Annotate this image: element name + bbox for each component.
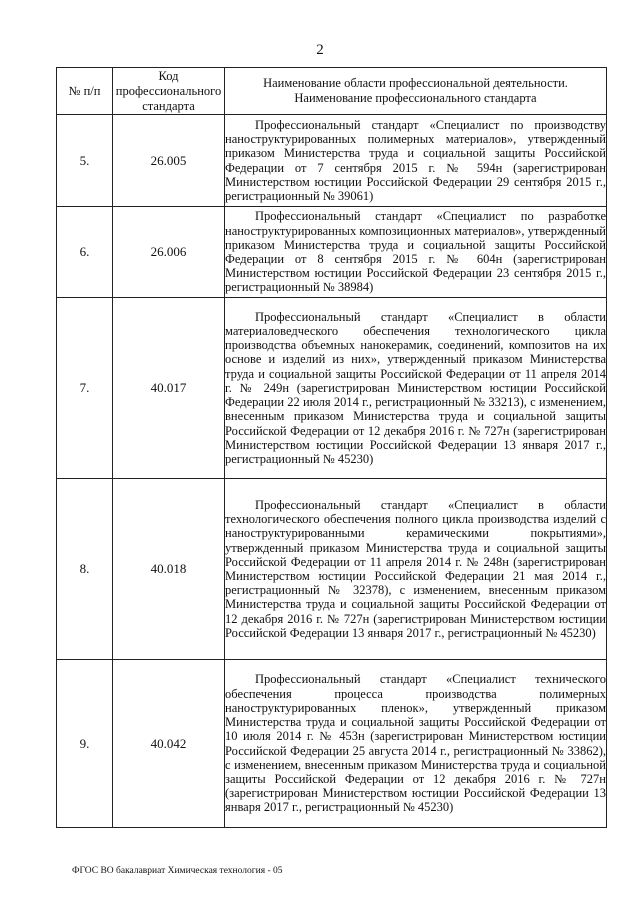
- standard-description: Профессиональный стандарт «Специалист технического обеспечения процесса производства полимерных наноструктурированных пленок», утвержденный приказом Министерства труда и социальной защиты Российской Федерации от 10 июля 2014 г. № 453н (зарегистрирован Министерством юстиции Российской Федерации 25 августа 2014 г., регистрационный № 33862), с изменением, внесенным приказом Министерства труда и социальной защиты Российской Федерации от 12 декабря 2016 г. № 727н (зарегистрирован Министерством юстиции Российской Федерации 13 января 2017 г., регистрационный № 45230): [225, 660, 607, 828]
- table-row: [57, 298, 607, 479]
- standard-code: 26.005: [113, 115, 225, 207]
- row-number: 7.: [57, 298, 113, 479]
- standard-description: Профессиональный стандарт «Специалист по разработке наноструктурированных композиционных материалов», утвержденный приказом Министерства труда и социальной защиты Российской Федерации от 8 сентября 2015 г. № 604н (зарегистрирован Министерством юстиции Российской Федерации 23 сентября 2015 г., регистрационный № 38984): [225, 207, 607, 298]
- header-name: Наименование области профессиональной деятельности. Наименование профессионального стандарта: [225, 68, 607, 115]
- page-footer: ФГОС ВО бакалавриат Химическая технология - 05: [72, 866, 283, 876]
- professional-standards-table: [56, 67, 607, 828]
- table-row: [57, 479, 607, 660]
- standard-code: 40.042: [113, 660, 225, 828]
- standard-code: 26.006: [113, 207, 225, 298]
- standard-description: Профессиональный стандарт «Специалист в области материаловедческого обеспечения технологического цикла производства объемных нанокерамик, соединений, композитов на их основе и изделий из них», утвержденный приказом Министерства труда и социальной защиты Российской Федерации от 11 апреля 2014 г. № 249н (зарегистрирован Министерством юстиции Российской Федерации 22 июля 2014 г., регистрационный № 33213), с изменением, внесенным приказом Министерства труда и социальной защиты Российской Федерации от 12 декабря 2016 г. № 727н (зарегистрирован Министерством юстиции Российской Федерации 13 января 2017 г., регистрационный № 45230): [225, 298, 607, 479]
- table-row: [57, 115, 607, 207]
- row-number: 8.: [57, 479, 113, 660]
- row-number: 9.: [57, 660, 113, 828]
- table-row: [57, 660, 607, 828]
- page-number: 2: [316, 42, 324, 58]
- standard-code: 40.017: [113, 298, 225, 479]
- table-header-row: [57, 68, 607, 115]
- row-number: 5.: [57, 115, 113, 207]
- standard-description: Профессиональный стандарт «Специалист в области технологического обеспечения полного цикла производства изделий с наноструктурированными керамическими покрытиями», утвержденный приказом Министерства труда и социальной защиты Российской Федерации от 11 апреля 2014 г. № 248н (зарегистрирован Министерством юстиции Российской Федерации 21 мая 2014 г., регистрационный № 32378), с изменением, внесенным приказом Министерства труда и социальной защиты Российской Федерации от 12 декабря 2016 г. № 727н (зарегистрирован Министерством юстиции Российской Федерации 13 января 2017 г., регистрационный № 45230): [225, 479, 607, 660]
- standard-code: 40.018: [113, 479, 225, 660]
- table-row: [57, 207, 607, 298]
- row-number: 6.: [57, 207, 113, 298]
- standard-description: Профессиональный стандарт «Специалист по производству наноструктурированных полимерных материалов», утвержденный приказом Министерства труда и социальной защиты Российской Федерации от 7 сентября 2015 г. № 594н (зарегистрирован Министерством юстиции Российской Федерации 29 сентября 2015 г., регистрационный № 39061): [225, 115, 607, 207]
- header-code: Код профессионального стандарта: [113, 68, 225, 115]
- header-number: № п/п: [57, 68, 113, 115]
